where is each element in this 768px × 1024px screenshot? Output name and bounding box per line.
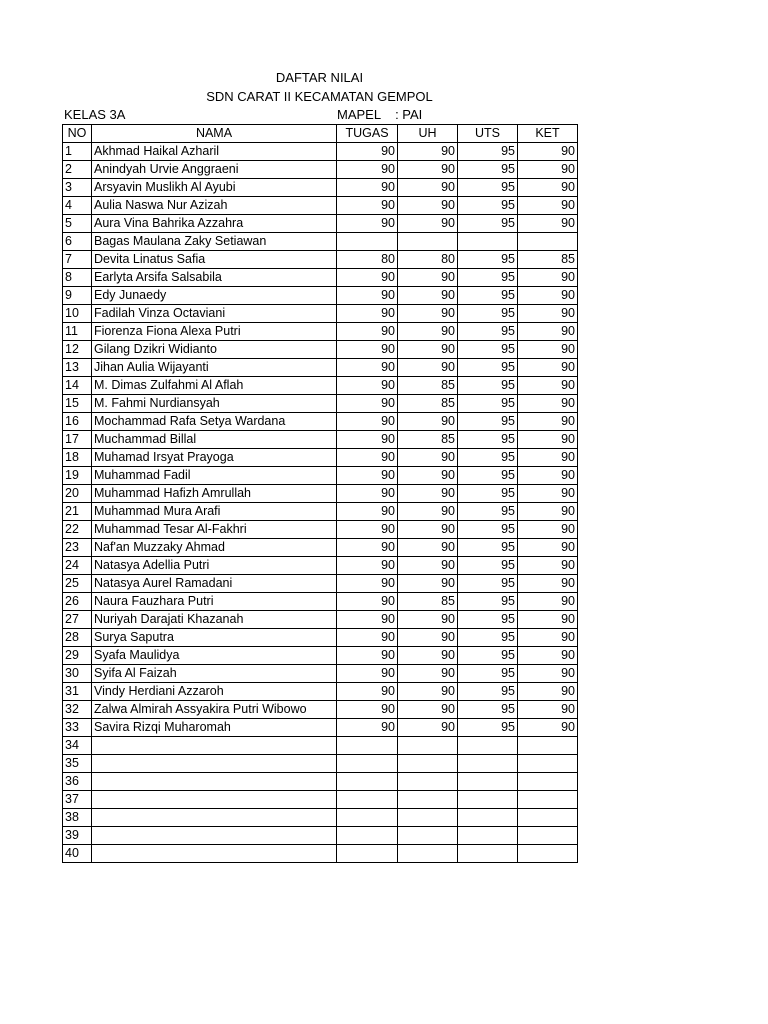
cell-uts: 95 bbox=[458, 341, 518, 359]
cell-nama: M. Dimas Zulfahmi Al Aflah bbox=[92, 377, 337, 395]
cell-uts: 95 bbox=[458, 593, 518, 611]
cell-uh: 90 bbox=[398, 485, 458, 503]
cell-ket: 90 bbox=[518, 305, 578, 323]
cell-tugas: 90 bbox=[337, 485, 398, 503]
cell-ket bbox=[518, 827, 578, 845]
cell-uts bbox=[458, 233, 518, 251]
cell-uh: 90 bbox=[398, 503, 458, 521]
cell-nama: Muchammad Billal bbox=[92, 431, 337, 449]
cell-nama: Edy Junaedy bbox=[92, 287, 337, 305]
cell-tugas bbox=[337, 791, 398, 809]
cell-tugas bbox=[337, 845, 398, 863]
cell-uts: 95 bbox=[458, 305, 518, 323]
table-row bbox=[63, 323, 578, 341]
cell-nama: Nuriyah Darajati Khazanah bbox=[92, 611, 337, 629]
cell-uts: 95 bbox=[458, 485, 518, 503]
cell-uts: 95 bbox=[458, 413, 518, 431]
cell-ket bbox=[518, 773, 578, 791]
cell-nama: Natasya Adellia Putri bbox=[92, 557, 337, 575]
cell-uh: 90 bbox=[398, 197, 458, 215]
cell-uh bbox=[398, 827, 458, 845]
cell-uts: 95 bbox=[458, 575, 518, 593]
cell-ket: 90 bbox=[518, 683, 578, 701]
cell-uts bbox=[458, 737, 518, 755]
cell-uts: 95 bbox=[458, 449, 518, 467]
cell-no: 1 bbox=[63, 143, 92, 161]
cell-uts: 95 bbox=[458, 251, 518, 269]
cell-uh: 85 bbox=[398, 377, 458, 395]
cell-uh: 85 bbox=[398, 395, 458, 413]
cell-ket: 90 bbox=[518, 521, 578, 539]
cell-uh: 90 bbox=[398, 665, 458, 683]
cell-no: 40 bbox=[63, 845, 92, 863]
cell-ket: 90 bbox=[518, 575, 578, 593]
cell-tugas: 90 bbox=[337, 359, 398, 377]
table-row bbox=[63, 809, 578, 827]
cell-tugas bbox=[337, 809, 398, 827]
table-row bbox=[63, 629, 578, 647]
cell-no: 35 bbox=[63, 755, 92, 773]
cell-no: 9 bbox=[63, 287, 92, 305]
cell-tugas: 90 bbox=[337, 305, 398, 323]
table-row bbox=[63, 449, 578, 467]
table-row bbox=[63, 557, 578, 575]
cell-no: 31 bbox=[63, 683, 92, 701]
cell-uts: 95 bbox=[458, 539, 518, 557]
cell-tugas: 90 bbox=[337, 161, 398, 179]
cell-uts: 95 bbox=[458, 611, 518, 629]
table-row bbox=[63, 143, 578, 161]
cell-nama: Arsyavin Muslikh Al Ayubi bbox=[92, 179, 337, 197]
cell-tugas: 90 bbox=[337, 215, 398, 233]
table-row bbox=[63, 521, 578, 539]
cell-uts: 95 bbox=[458, 197, 518, 215]
cell-uh: 90 bbox=[398, 323, 458, 341]
cell-nama bbox=[92, 737, 337, 755]
cell-uh: 85 bbox=[398, 431, 458, 449]
cell-uh: 80 bbox=[398, 251, 458, 269]
cell-nama: Naura Fauzhara Putri bbox=[92, 593, 337, 611]
cell-tugas: 90 bbox=[337, 287, 398, 305]
cell-nama: Akhmad Haikal Azharil bbox=[92, 143, 337, 161]
cell-uh: 90 bbox=[398, 467, 458, 485]
cell-uts: 95 bbox=[458, 665, 518, 683]
cell-uh: 90 bbox=[398, 359, 458, 377]
cell-ket: 90 bbox=[518, 611, 578, 629]
table-row bbox=[63, 665, 578, 683]
column-header-ket: KET bbox=[518, 125, 578, 143]
table-row bbox=[63, 701, 578, 719]
cell-nama: Syifa Al Faizah bbox=[92, 665, 337, 683]
cell-no: 12 bbox=[63, 341, 92, 359]
cell-tugas: 90 bbox=[337, 629, 398, 647]
cell-uts: 95 bbox=[458, 557, 518, 575]
cell-uh: 90 bbox=[398, 449, 458, 467]
cell-nama: Vindy Herdiani Azzaroh bbox=[92, 683, 337, 701]
cell-no: 30 bbox=[63, 665, 92, 683]
cell-ket: 90 bbox=[518, 647, 578, 665]
cell-uts: 95 bbox=[458, 215, 518, 233]
cell-ket: 90 bbox=[518, 539, 578, 557]
cell-uh: 90 bbox=[398, 719, 458, 737]
cell-tugas: 90 bbox=[337, 647, 398, 665]
cell-uts: 95 bbox=[458, 467, 518, 485]
cell-uh: 90 bbox=[398, 287, 458, 305]
cell-no: 33 bbox=[63, 719, 92, 737]
cell-no: 8 bbox=[63, 269, 92, 287]
cell-ket: 90 bbox=[518, 377, 578, 395]
cell-no: 14 bbox=[63, 377, 92, 395]
cell-uts: 95 bbox=[458, 431, 518, 449]
cell-tugas: 90 bbox=[337, 701, 398, 719]
cell-uts: 95 bbox=[458, 701, 518, 719]
cell-no: 34 bbox=[63, 737, 92, 755]
table-row bbox=[63, 251, 578, 269]
cell-uts: 95 bbox=[458, 161, 518, 179]
cell-uts bbox=[458, 773, 518, 791]
cell-uh bbox=[398, 233, 458, 251]
cell-uts bbox=[458, 755, 518, 773]
table-row bbox=[63, 377, 578, 395]
cell-nama: Fadilah Vinza Octaviani bbox=[92, 305, 337, 323]
cell-uts: 95 bbox=[458, 647, 518, 665]
cell-nama: Natasya Aurel Ramadani bbox=[92, 575, 337, 593]
cell-ket: 90 bbox=[518, 215, 578, 233]
cell-ket: 90 bbox=[518, 485, 578, 503]
cell-tugas: 90 bbox=[337, 449, 398, 467]
cell-tugas: 90 bbox=[337, 611, 398, 629]
cell-tugas: 90 bbox=[337, 143, 398, 161]
cell-ket: 90 bbox=[518, 719, 578, 737]
cell-tugas: 90 bbox=[337, 197, 398, 215]
cell-no: 27 bbox=[63, 611, 92, 629]
cell-tugas: 90 bbox=[337, 179, 398, 197]
cell-no: 21 bbox=[63, 503, 92, 521]
cell-no: 3 bbox=[63, 179, 92, 197]
cell-ket: 90 bbox=[518, 503, 578, 521]
cell-nama: Devita Linatus Safia bbox=[92, 251, 337, 269]
cell-tugas: 90 bbox=[337, 719, 398, 737]
table-row bbox=[63, 233, 578, 251]
column-header-uts: UTS bbox=[458, 125, 518, 143]
table-row bbox=[63, 791, 578, 809]
cell-no: 19 bbox=[63, 467, 92, 485]
cell-ket: 90 bbox=[518, 269, 578, 287]
cell-no: 39 bbox=[63, 827, 92, 845]
column-header-uh: UH bbox=[398, 125, 458, 143]
cell-nama bbox=[92, 827, 337, 845]
table-row bbox=[63, 737, 578, 755]
cell-uts: 95 bbox=[458, 521, 518, 539]
cell-no: 32 bbox=[63, 701, 92, 719]
cell-nama bbox=[92, 755, 337, 773]
cell-no: 2 bbox=[63, 161, 92, 179]
cell-uh: 90 bbox=[398, 305, 458, 323]
cell-no: 6 bbox=[63, 233, 92, 251]
cell-no: 23 bbox=[63, 539, 92, 557]
cell-no: 36 bbox=[63, 773, 92, 791]
cell-uts: 95 bbox=[458, 323, 518, 341]
table-row bbox=[63, 827, 578, 845]
cell-nama: M. Fahmi Nurdiansyah bbox=[92, 395, 337, 413]
subject-label: MAPEL bbox=[337, 107, 382, 122]
cell-uts: 95 bbox=[458, 629, 518, 647]
cell-uts: 95 bbox=[458, 719, 518, 737]
column-header-tugas: TUGAS bbox=[337, 125, 398, 143]
cell-tugas: 90 bbox=[337, 683, 398, 701]
cell-uh bbox=[398, 791, 458, 809]
table-row bbox=[63, 431, 578, 449]
cell-uh: 90 bbox=[398, 143, 458, 161]
cell-tugas: 90 bbox=[337, 341, 398, 359]
cell-uh bbox=[398, 737, 458, 755]
table-row bbox=[63, 287, 578, 305]
cell-uh: 90 bbox=[398, 683, 458, 701]
cell-uh: 90 bbox=[398, 557, 458, 575]
cell-no: 13 bbox=[63, 359, 92, 377]
cell-ket bbox=[518, 809, 578, 827]
cell-ket: 90 bbox=[518, 179, 578, 197]
cell-uh: 90 bbox=[398, 341, 458, 359]
cell-tugas: 90 bbox=[337, 467, 398, 485]
table-row bbox=[63, 845, 578, 863]
cell-tugas bbox=[337, 233, 398, 251]
cell-nama: Syafa Maulidya bbox=[92, 647, 337, 665]
cell-uh: 90 bbox=[398, 215, 458, 233]
cell-no: 4 bbox=[63, 197, 92, 215]
table-row bbox=[63, 773, 578, 791]
table-row bbox=[63, 197, 578, 215]
cell-ket: 90 bbox=[518, 341, 578, 359]
table-row bbox=[63, 503, 578, 521]
cell-no: 11 bbox=[63, 323, 92, 341]
cell-nama: Aulia Naswa Nur Azizah bbox=[92, 197, 337, 215]
cell-nama bbox=[92, 845, 337, 863]
cell-ket: 90 bbox=[518, 449, 578, 467]
cell-no: 5 bbox=[63, 215, 92, 233]
cell-ket bbox=[518, 755, 578, 773]
cell-uh: 85 bbox=[398, 593, 458, 611]
cell-ket: 90 bbox=[518, 287, 578, 305]
cell-uh: 90 bbox=[398, 647, 458, 665]
cell-ket: 90 bbox=[518, 197, 578, 215]
cell-uts: 95 bbox=[458, 179, 518, 197]
cell-nama bbox=[92, 809, 337, 827]
cell-nama: Fiorenza Fiona Alexa Putri bbox=[92, 323, 337, 341]
cell-ket: 90 bbox=[518, 629, 578, 647]
cell-nama: Muhammad Hafizh Amrullah bbox=[92, 485, 337, 503]
cell-uts: 95 bbox=[458, 683, 518, 701]
cell-no: 18 bbox=[63, 449, 92, 467]
table-row bbox=[63, 647, 578, 665]
cell-no: 7 bbox=[63, 251, 92, 269]
cell-uh: 90 bbox=[398, 629, 458, 647]
cell-nama: Muhammad Mura Arafi bbox=[92, 503, 337, 521]
cell-uh: 90 bbox=[398, 611, 458, 629]
cell-uts: 95 bbox=[458, 287, 518, 305]
table-row bbox=[63, 359, 578, 377]
cell-ket: 90 bbox=[518, 701, 578, 719]
cell-tugas bbox=[337, 827, 398, 845]
cell-uh: 90 bbox=[398, 161, 458, 179]
cell-uh bbox=[398, 755, 458, 773]
table-row bbox=[63, 395, 578, 413]
cell-tugas: 90 bbox=[337, 665, 398, 683]
cell-ket: 90 bbox=[518, 467, 578, 485]
table-row bbox=[63, 593, 578, 611]
cell-uts: 95 bbox=[458, 395, 518, 413]
cell-nama: Muhamad Irsyat Prayoga bbox=[92, 449, 337, 467]
cell-ket bbox=[518, 845, 578, 863]
cell-ket: 90 bbox=[518, 665, 578, 683]
cell-ket: 90 bbox=[518, 431, 578, 449]
table-row bbox=[63, 611, 578, 629]
table-row bbox=[63, 215, 578, 233]
cell-nama: Zalwa Almirah Assyakira Putri Wibowo bbox=[92, 701, 337, 719]
cell-tugas: 90 bbox=[337, 521, 398, 539]
cell-uh: 90 bbox=[398, 701, 458, 719]
cell-tugas: 90 bbox=[337, 557, 398, 575]
cell-no: 22 bbox=[63, 521, 92, 539]
cell-no: 24 bbox=[63, 557, 92, 575]
cell-uh: 90 bbox=[398, 539, 458, 557]
cell-no: 29 bbox=[63, 647, 92, 665]
cell-ket: 90 bbox=[518, 413, 578, 431]
cell-uts bbox=[458, 809, 518, 827]
cell-uts bbox=[458, 791, 518, 809]
table-header-row bbox=[63, 125, 578, 143]
cell-no: 16 bbox=[63, 413, 92, 431]
table-row bbox=[63, 269, 578, 287]
cell-uh: 90 bbox=[398, 413, 458, 431]
cell-ket: 90 bbox=[518, 395, 578, 413]
cell-tugas: 90 bbox=[337, 575, 398, 593]
cell-no: 20 bbox=[63, 485, 92, 503]
cell-ket bbox=[518, 233, 578, 251]
cell-ket: 90 bbox=[518, 593, 578, 611]
table-row bbox=[63, 305, 578, 323]
table-row bbox=[63, 575, 578, 593]
cell-tugas: 80 bbox=[337, 251, 398, 269]
cell-uts: 95 bbox=[458, 359, 518, 377]
cell-tugas bbox=[337, 773, 398, 791]
cell-nama: Savira Rizqi Muharomah bbox=[92, 719, 337, 737]
cell-tugas bbox=[337, 737, 398, 755]
cell-tugas: 90 bbox=[337, 503, 398, 521]
school-name: SDN CARAT II KECAMATAN GEMPOL bbox=[206, 89, 433, 104]
class-label: KELAS 3A bbox=[64, 107, 126, 122]
cell-nama: Bagas Maulana Zaky Setiawan bbox=[92, 233, 337, 251]
cell-tugas: 90 bbox=[337, 269, 398, 287]
cell-ket: 85 bbox=[518, 251, 578, 269]
cell-ket: 90 bbox=[518, 161, 578, 179]
cell-uts bbox=[458, 845, 518, 863]
cell-nama: Anindyah Urvie Anggraeni bbox=[92, 161, 337, 179]
cell-ket: 90 bbox=[518, 557, 578, 575]
cell-nama: Mochammad Rafa Setya Wardana bbox=[92, 413, 337, 431]
cell-no: 37 bbox=[63, 791, 92, 809]
cell-uh bbox=[398, 773, 458, 791]
cell-nama: Jihan Aulia Wijayanti bbox=[92, 359, 337, 377]
cell-ket: 90 bbox=[518, 359, 578, 377]
cell-no: 15 bbox=[63, 395, 92, 413]
grades-table-body bbox=[63, 143, 578, 863]
cell-nama: Aura Vina Bahrika Azzahra bbox=[92, 215, 337, 233]
table-row bbox=[63, 467, 578, 485]
cell-uts: 95 bbox=[458, 503, 518, 521]
cell-nama: Muhammad Tesar Al-Fakhri bbox=[92, 521, 337, 539]
cell-no: 38 bbox=[63, 809, 92, 827]
cell-no: 25 bbox=[63, 575, 92, 593]
document-title: DAFTAR NILAI bbox=[275, 70, 364, 85]
table-row bbox=[63, 485, 578, 503]
cell-uts: 95 bbox=[458, 269, 518, 287]
cell-nama: Gilang Dzikri Widianto bbox=[92, 341, 337, 359]
cell-tugas bbox=[337, 755, 398, 773]
cell-tugas: 90 bbox=[337, 431, 398, 449]
cell-uts bbox=[458, 827, 518, 845]
cell-ket bbox=[518, 791, 578, 809]
cell-ket: 90 bbox=[518, 323, 578, 341]
cell-uts: 95 bbox=[458, 143, 518, 161]
column-header-nama: NAMA bbox=[92, 125, 337, 143]
cell-no: 17 bbox=[63, 431, 92, 449]
cell-nama: Naf'an Muzzaky Ahmad bbox=[92, 539, 337, 557]
cell-tugas: 90 bbox=[337, 377, 398, 395]
table-row bbox=[63, 719, 578, 737]
cell-uh: 90 bbox=[398, 179, 458, 197]
cell-no: 10 bbox=[63, 305, 92, 323]
cell-nama bbox=[92, 791, 337, 809]
cell-uts: 95 bbox=[458, 377, 518, 395]
cell-uh: 90 bbox=[398, 575, 458, 593]
grades-table bbox=[62, 124, 578, 863]
table-row bbox=[63, 413, 578, 431]
cell-uh bbox=[398, 845, 458, 863]
table-row bbox=[63, 539, 578, 557]
cell-tugas: 90 bbox=[337, 593, 398, 611]
cell-uh: 90 bbox=[398, 521, 458, 539]
cell-tugas: 90 bbox=[337, 395, 398, 413]
cell-nama bbox=[92, 773, 337, 791]
subject-info bbox=[337, 107, 422, 123]
table-row bbox=[63, 341, 578, 359]
column-header-no: NO bbox=[63, 125, 92, 143]
cell-tugas: 90 bbox=[337, 539, 398, 557]
table-row bbox=[63, 179, 578, 197]
cell-no: 28 bbox=[63, 629, 92, 647]
cell-nama: Earlyta Arsifa Salsabila bbox=[92, 269, 337, 287]
cell-uh: 90 bbox=[398, 269, 458, 287]
cell-no: 26 bbox=[63, 593, 92, 611]
cell-tugas: 90 bbox=[337, 323, 398, 341]
table-row bbox=[63, 755, 578, 773]
cell-tugas: 90 bbox=[337, 413, 398, 431]
cell-uh bbox=[398, 809, 458, 827]
subject-value: : PAI bbox=[395, 107, 423, 122]
table-row bbox=[63, 683, 578, 701]
table-row bbox=[63, 161, 578, 179]
cell-ket: 90 bbox=[518, 143, 578, 161]
cell-nama: Muhammad Fadil bbox=[92, 467, 337, 485]
cell-ket bbox=[518, 737, 578, 755]
cell-nama: Surya Saputra bbox=[92, 629, 337, 647]
